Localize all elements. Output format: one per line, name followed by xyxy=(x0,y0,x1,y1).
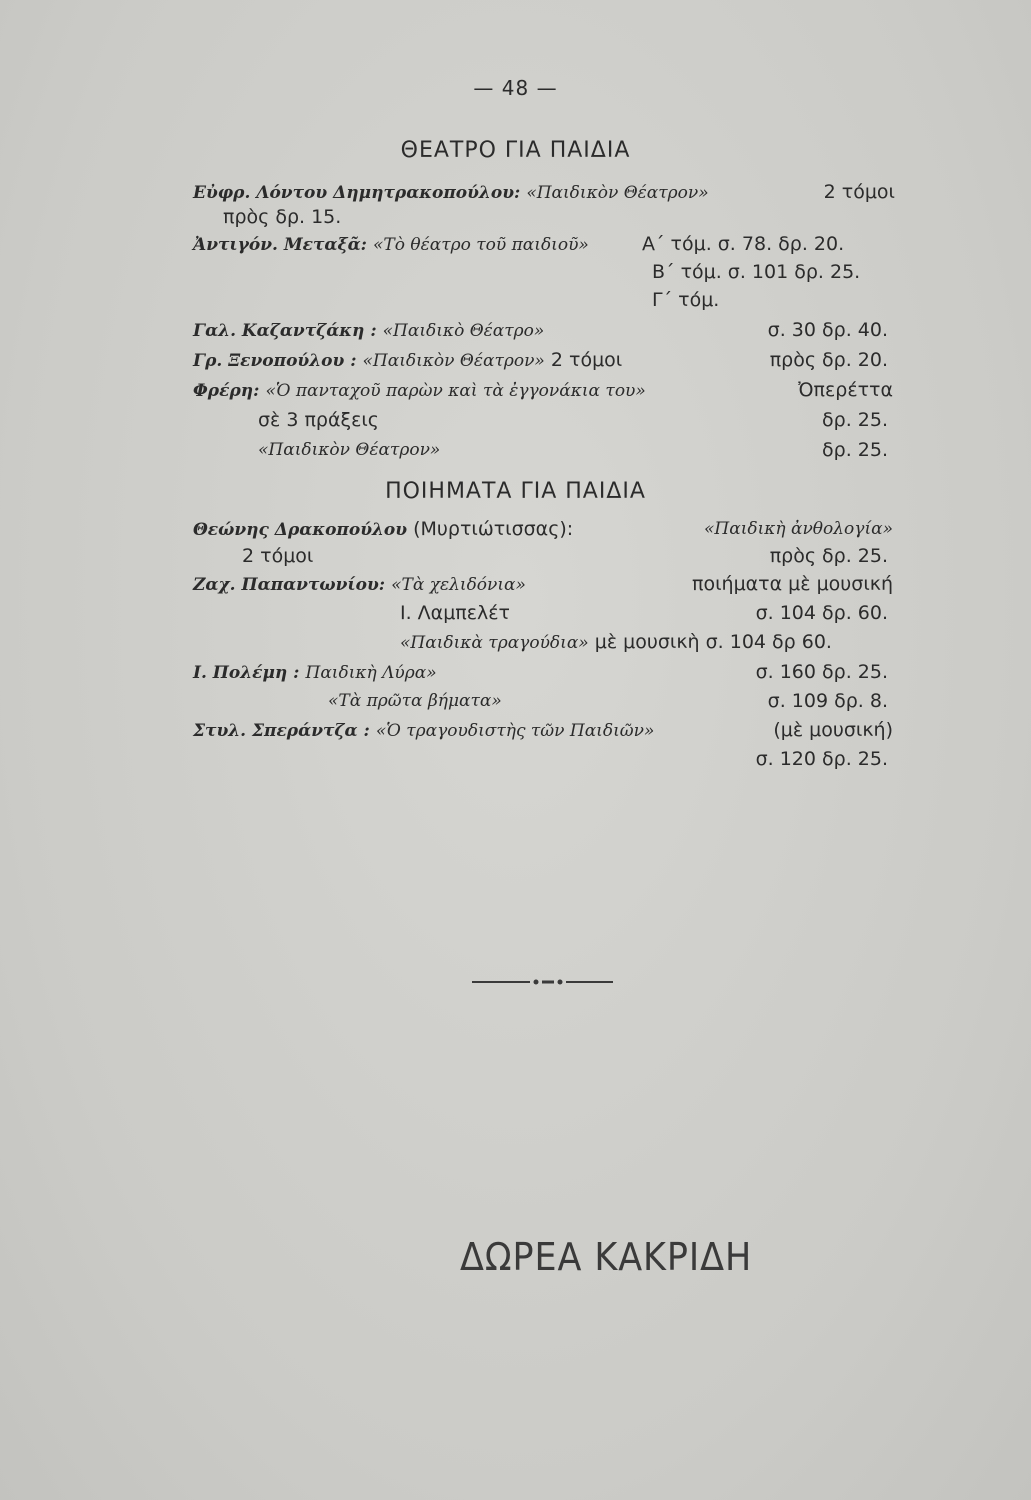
entry-3-price: σ. 30 δρ. 40. xyxy=(767,319,888,341)
entry-5-title-2: «Παιδικὸν Θέατρον» xyxy=(258,440,441,460)
entry-3-title: «Παιδικὸ Θέατρο» xyxy=(382,321,545,341)
entry-1-price: πρὸς δρ. 15. xyxy=(223,206,342,228)
entry-2-vol-3: Γ΄ τόμ. xyxy=(652,289,720,311)
page-number: — 48 — xyxy=(473,76,558,100)
poem-2-title-2: «Παιδικὰ τραγούδια» xyxy=(400,633,589,653)
poem-4-price: σ. 120 δρ. 25. xyxy=(755,748,888,770)
poem-2-desc: ποιήματα μὲ μουσική xyxy=(692,573,893,595)
poem-4-title: «Ὁ τραγουδιστὴς τῶν Παιδιῶν» xyxy=(375,721,655,741)
poem-3-price: σ. 160 δρ. 25. xyxy=(755,661,888,683)
poem-1-vols: 2 τόμοι xyxy=(242,545,314,567)
entry-3-line xyxy=(193,318,544,343)
poem-3-author: Ι. Πολέμη : xyxy=(193,663,300,683)
entry-5-price-1: δρ. 25. xyxy=(822,409,888,431)
entry-2-title: «Τὸ θέατρο τοῦ παιδιοῦ» xyxy=(373,235,589,255)
poem-1-author: Θεώνης Δρακοπούλου xyxy=(193,520,408,540)
poem-3-title: Παιδικὴ Λύρα» xyxy=(305,663,437,683)
poem-3-line-1 xyxy=(193,660,437,685)
donation-stamp: ΔΩΡΕΑ ΚΑΚΡΙΔΗ xyxy=(460,1235,753,1279)
entry-4-title: «Παιδικὸν Θέατρον» xyxy=(362,351,545,371)
poem-1-pseudonym: (Μυρτιώτισσας): xyxy=(413,518,574,540)
poem-2-composer: Ι. Λαμπελέτ xyxy=(400,602,510,624)
poem-1-price: πρὸς δρ. 25. xyxy=(769,545,888,567)
entry-4-vols: 2 τόμοι xyxy=(550,349,623,371)
entry-2-line-1 xyxy=(193,232,589,257)
entry-4-author: Γρ. Ξενοπούλου : xyxy=(193,351,357,371)
poem-4-author: Στυλ. Σπεράντζα : xyxy=(193,721,370,741)
poem-4-line-1 xyxy=(193,718,654,743)
poem-2-title: «Τὰ χελιδόνια» xyxy=(391,575,526,595)
poem-2-line-1 xyxy=(193,572,526,597)
poem-1-title: «Παιδικὴ ἀνθολογία» xyxy=(703,519,893,539)
entry-4-line xyxy=(193,348,622,373)
entry-1-vols: 2 τόμοι xyxy=(823,181,895,203)
poem-3-title-2: «Τὰ πρῶτα βήματα» xyxy=(328,691,502,711)
entry-2-vol-1: Α΄ τόμ. σ. 78. δρ. 20. xyxy=(642,233,845,255)
poem-2-desc-2: μὲ μουσικὴ σ. 104 δρ 60. xyxy=(594,631,832,653)
theatre-heading: ΘΕΑΤΡΟ ΓΙΑ ΠΑΙΔΙΑ xyxy=(400,138,631,163)
entry-5-genre: Ὀπερέττα xyxy=(798,379,893,401)
poems-heading: ΠΟΙΗΜΑΤΑ ΓΙΑ ΠΑΙΔΙΑ xyxy=(385,479,646,504)
entry-5-line-1 xyxy=(193,378,646,403)
entry-5-author: Φρέρη: xyxy=(193,381,260,401)
entry-3-author: Γαλ. Καζαντζάκη : xyxy=(193,321,377,341)
entry-4-price: πρὸς δρ. 20. xyxy=(769,349,888,371)
entry-5-price-2: δρ. 25. xyxy=(822,439,888,461)
entry-1-line-1 xyxy=(193,180,709,205)
ornament-divider xyxy=(470,979,615,985)
entry-1-title: «Παιδικὸν Θέατρον» xyxy=(526,183,709,203)
poem-2-price: σ. 104 δρ. 60. xyxy=(755,602,888,624)
poem-2-author: Ζαχ. Παπαντωνίου: xyxy=(193,575,386,595)
entry-5-title: «Ὁ πανταχοῦ παρὼν καὶ τὰ ἐγγονάκια του» xyxy=(265,381,646,401)
poem-3-price-2: σ. 109 δρ. 8. xyxy=(767,690,888,712)
poem-1-line-1 xyxy=(193,517,573,542)
poem-2-line-3 xyxy=(400,630,832,655)
entry-2-vol-2: Β΄ τόμ. σ. 101 δρ. 25. xyxy=(652,261,861,283)
entry-5-acts: σὲ 3 πράξεις xyxy=(258,409,379,431)
entry-2-author: Ἀντιγόν. Μεταξᾶ: xyxy=(193,235,367,255)
poem-4-note: (μὲ μουσική) xyxy=(773,719,893,741)
entry-1-author: Εὐφρ. Λόντου Δημητρακοπούλου: xyxy=(193,183,521,203)
